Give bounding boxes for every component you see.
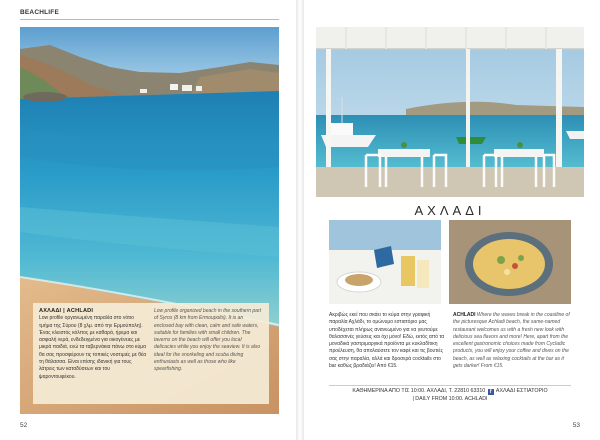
description-english-column <box>453 312 571 370</box>
section-header: BEACHLIFE <box>20 9 59 16</box>
caption-greek-column <box>39 308 148 399</box>
page-number-right: 53 <box>572 422 580 429</box>
left-page <box>0 0 296 440</box>
description-greek: Ακριβώς εκεί που σκάει το κύμα στην γραφική παραλία Αχλάδι, το ομώνυμο εστιατόριο μας υποδέχεται πλήρως ανανεωμένο για να γευτούμε θαλασσινές γεύσεις και όχι μόνο! Εδώ, εκτός από τα μοναδικά γαστριμαργικά προϊόντα με κυκλαδίτικη προέλευση, θα απολαύσετε τον καφέ και τις βουτιές σας στην παραλία, αλλά και δροσερά cocktails στο bar καθώς βραδιάζει! Από €15. <box>329 312 445 370</box>
description-english-title: ACHLADI <box>453 312 476 318</box>
facebook-icon: f <box>488 389 494 395</box>
taverna-photo <box>316 27 584 197</box>
caption-text-greek: Low profile οργανωμένη παραλία στο νότιο τμήμα της Σύρου (8 χλμ. από την Ερμούπολη). Ένας κλειστός κόλπος με καθαρά, ήρεμα και ασφαλή νερά, ενδεδειγμένα για οικογένειες με μικρά παιδιά, ενώ τα ταβερνάκια πάνω στο κύμα θα σας προσφέρουν τις τοπικές νοστιμιές με θέα τη θάλασσα. Είναι επίσης ιδανική για τους λάτρεις των καταδύσεων και του ψαροντουφέκου. <box>39 315 147 380</box>
page-gutter <box>296 0 304 440</box>
hours-greek: ΚΑΘΗΜΕΡΙΝΑ ΑΠΟ ΤΙΣ 10:00. ΑΧΛΑΔΙ, Τ. 22810 63310 <box>352 388 486 394</box>
hours-divider <box>329 385 571 386</box>
caption-english-column <box>154 308 263 399</box>
dish-photo <box>449 220 571 304</box>
restaurant-description <box>329 312 571 370</box>
beach-caption-box <box>33 303 269 404</box>
caption-title-gr: ΑΧΛΑΔΙ <box>39 308 62 314</box>
facebook-page-name: ΑΧΛΑΔΙ ΕΣΤΙΑΤΟΡΙΟ <box>495 388 548 394</box>
caption-text-english: Low profile organized beach in the southern part of Syros (8 km from Ermoupolis). It is an enclosed bay with clean, calm and safe waters, suitable for families with small children. The taverns on the beach will offer you local delicacies while you enjoy the seaview. It is also ideal for the snorkeling and scuba diving enthusiasts as well as those who like spearfishing. <box>154 308 262 373</box>
description-english: Where the waves break in the coastline of the picturesque Achladi beach, the same-named restaurant welcomes us with a fresh new look with delicious sea flavors and more! Here, apart from the excellent gastronomic choices made from Cycladic products, you will enjoy your coffee and dives on the beach, as well as relaxing cocktails at the bar as it gets darker! From €15. <box>453 312 570 370</box>
header-rule <box>20 19 279 20</box>
drinks-photo <box>329 220 441 304</box>
opening-hours <box>329 388 571 403</box>
restaurant-title: ΑΧΛΑΔΙ <box>414 203 486 218</box>
right-page <box>304 0 600 440</box>
page-number-left: 52 <box>20 422 28 429</box>
caption-title-en: ACHLADI <box>66 308 94 314</box>
hours-english: | DAILY FROM 10:00. ACHLADI <box>412 395 488 402</box>
caption-title-sep: | <box>61 308 67 314</box>
